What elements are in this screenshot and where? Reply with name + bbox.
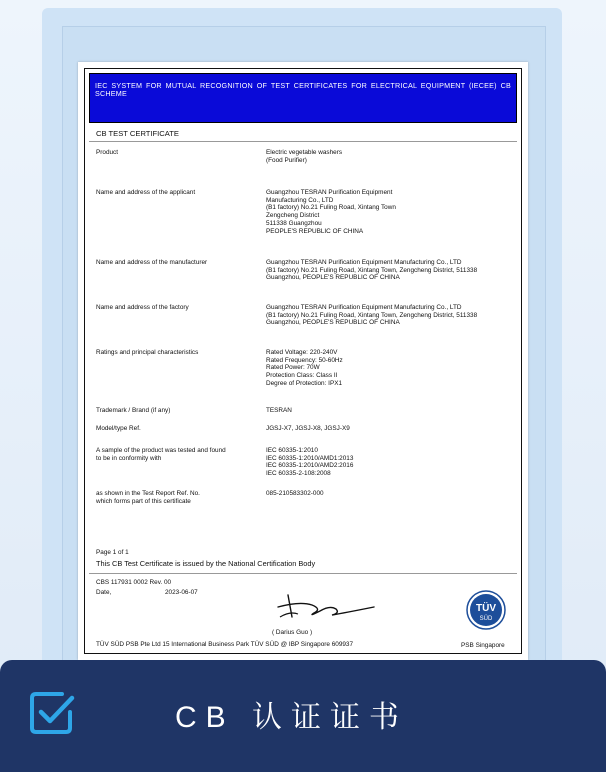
row-value-conformity: IEC 60335-1:2010 IEC 60335-1:2010/AMD1:2013 IEC 60335-1:2010/AMD2:2016 IEC 60335-2-108:2008 [266, 447, 354, 478]
row-value-model: JGSJ-X7, JGSJ-X8, JGSJ-X9 [266, 425, 350, 432]
row-value-product: Electric vegetable washers (Food Purifier) [266, 149, 343, 164]
signature-image [270, 587, 382, 629]
row-value-test-report: 085-210583302-000 [266, 490, 324, 497]
tuv-sud-logo-icon [461, 589, 515, 643]
row-label-test-report: as shown in the Test Report Ref. No. which forms part of this certificate [96, 490, 200, 505]
certificate-title: CB TEST CERTIFICATE [96, 129, 179, 138]
row-label-factory: Name and address of the factory [96, 304, 189, 311]
row-value-ratings: Rated Voltage: 220-240V Rated Frequency: 50-60Hz Rated Power: 70W Protection Class: Class II Degree of Protection: IPX1 [266, 349, 343, 387]
logo-caption: PSB Singapore [461, 642, 505, 649]
footer-divider [89, 573, 517, 574]
title-divider [89, 141, 517, 142]
row-value-trademark: TESRAN [266, 407, 292, 414]
row-label-conformity: A sample of the product was tested and found to be in conformity with [96, 447, 226, 462]
certificate-header [89, 73, 517, 123]
checkbox-check-icon [26, 688, 76, 738]
row-label-manufacturer: Name and address of the manufacturer [96, 259, 208, 266]
svg-text:SÜD: SÜD [479, 616, 493, 622]
banner-title: CB 认证证书 [175, 701, 409, 734]
row-value-manufacturer: Guangzhou TESRAN Purification Equipment Manufacturing Co., LTD (B1 factory) No.21 Fuling Road, Xintang Town, Zengcheng District, 511338 Guangzhou, PEOPLE'S REPUBLIC OF CHINA [266, 259, 478, 282]
date-value: 2023-06-07 [165, 589, 198, 596]
certificate-paper [78, 62, 528, 660]
header-text: IEC SYSTEM FOR MUTUAL RECOGNITION OF TEST CERTIFICATES FOR ELECTRICAL EQUIPMENT (IECEE) CB SCHEME [95, 81, 511, 98]
certificate-border [84, 68, 522, 654]
issued-by-text: This CB Test Certificate is issued by the National Certification Body [96, 559, 316, 568]
footer-address: TÜV SÜD PSB Pte Ltd 15 International Business Park TÜV SÜD @ IBP Singapore 609937 [96, 641, 354, 648]
certificate-number: CBS 117931 0002 Rev. 00 [96, 579, 172, 586]
row-label-product: Product [96, 149, 119, 156]
row-label-ratings: Ratings and principal characteristics [96, 349, 199, 356]
row-label-model: Model/type Ref. [96, 425, 141, 432]
date-label: Date, [96, 589, 112, 596]
page-number: Page 1 of 1 [96, 549, 129, 556]
row-label-applicant: Name and address of the applicant [96, 189, 196, 196]
row-value-applicant: Guangzhou TESRAN Purification Equipment Manufacturing Co., LTD (B1 factory) No.21 Fuling Road, Xintang Town Zengcheng District 511338 Guangzhou PEOPLE'S REPUBLIC OF CHINA [266, 189, 396, 235]
svg-text:TÜV: TÜV [476, 603, 496, 614]
signatory-name: ( Darius Guo ) [272, 629, 313, 636]
row-value-factory: Guangzhou TESRAN Purification Equipment Manufacturing Co., LTD (B1 factory) No.21 Fuling Road, Xintang Town, Zengcheng District, 511338 Guangzhou, PEOPLE'S REPUBLIC OF CHINA [266, 304, 478, 327]
row-label-trademark: Trademark / Brand (if any) [96, 407, 171, 414]
